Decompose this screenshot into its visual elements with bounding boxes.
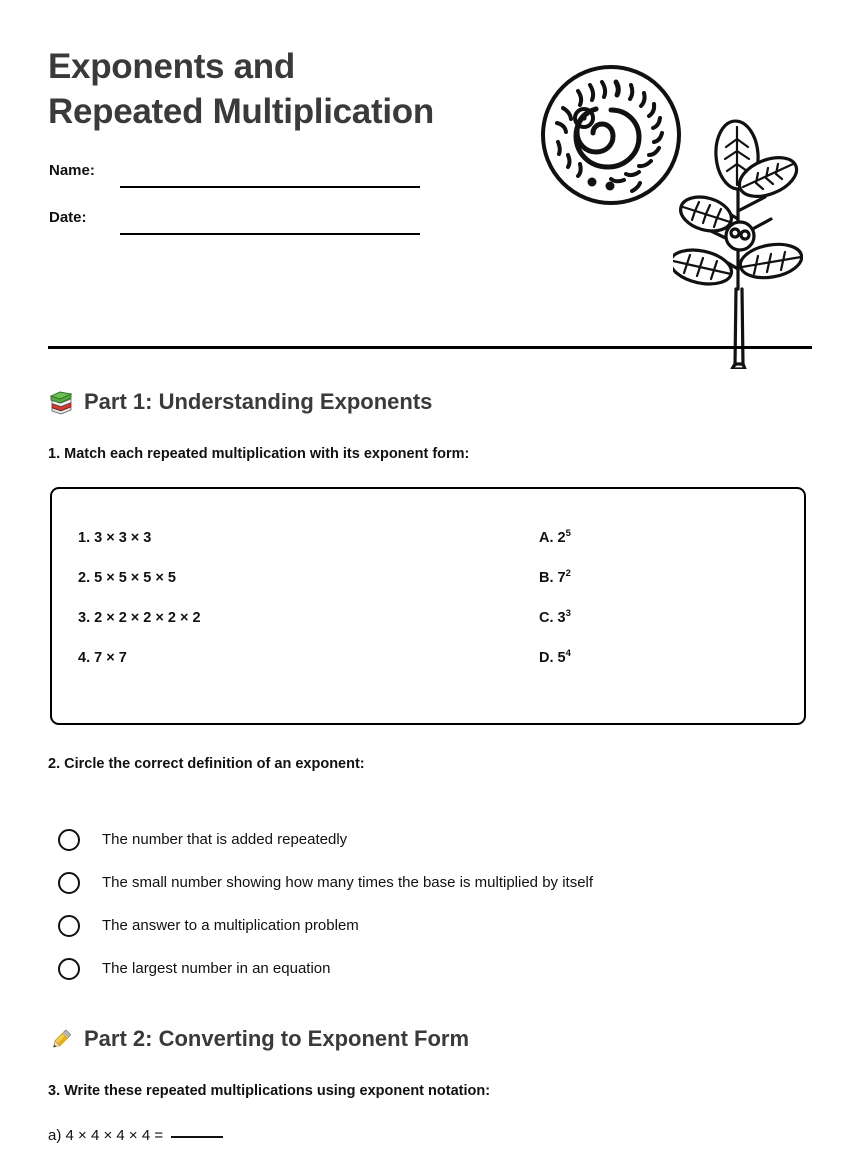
match-left-item-3[interactable]: 3. 2 × 2 × 2 × 2 × 2 xyxy=(78,610,201,626)
choice-label-3: The answer to a multiplication problem xyxy=(102,917,359,934)
question-2-prompt: 2. Circle the correct definition of an exponent: xyxy=(48,756,365,772)
choice-label-4: The largest number in an equation xyxy=(102,960,331,977)
matching-right-column xyxy=(539,527,571,687)
match-right-item-b[interactable] xyxy=(539,567,571,607)
match-right-exponent-b: 2 xyxy=(565,568,571,580)
page-title-line-1: Exponents and xyxy=(48,47,295,86)
spiral-fossil-icon xyxy=(536,60,686,210)
circle-icon[interactable] xyxy=(58,915,80,937)
match-right-item-c[interactable] xyxy=(539,607,571,647)
choice-label-2: The small number showing how many times the base is multiplied by itself xyxy=(102,874,594,891)
match-right-label-d: D. 5 xyxy=(539,650,566,666)
worksheet-header xyxy=(48,44,812,334)
match-right-item-d[interactable] xyxy=(539,647,571,687)
question-1-prompt: 1. Match each repeated multiplication with its exponent form: xyxy=(48,446,470,462)
circle-icon[interactable] xyxy=(58,958,80,980)
part-2-heading xyxy=(48,1026,469,1052)
choice-option-3[interactable] xyxy=(58,904,758,947)
page-title-line-2: Repeated Multiplication xyxy=(48,92,434,131)
choice-option-4[interactable] xyxy=(58,947,758,990)
circle-icon[interactable] xyxy=(58,829,80,851)
part-2-item-a-prompt: a) 4 × 4 × 4 × 4 = xyxy=(48,1127,168,1144)
matching-left-column xyxy=(78,527,201,687)
match-right-label-c: C. 3 xyxy=(539,610,566,626)
pencil-icon xyxy=(48,1026,74,1052)
part-1-heading xyxy=(48,389,432,415)
match-right-label-a: A. 2 xyxy=(539,530,566,546)
circle-icon[interactable] xyxy=(58,872,80,894)
definition-choice-list xyxy=(58,818,758,990)
match-left-item-1[interactable]: 1. 3 × 3 × 3 xyxy=(78,530,152,546)
match-right-exponent-a: 5 xyxy=(565,528,571,540)
choice-option-1[interactable] xyxy=(58,818,758,861)
match-right-label-b: B. 7 xyxy=(539,570,566,586)
match-right-exponent-d: 4 xyxy=(565,648,571,660)
match-right-exponent-c: 3 xyxy=(565,608,571,620)
name-label: Name: xyxy=(49,162,95,179)
part-1-title: Part 1: Understanding Exponents xyxy=(84,389,433,414)
matching-exercise-box xyxy=(50,487,806,725)
name-input-line[interactable] xyxy=(120,186,420,188)
date-input-line[interactable] xyxy=(120,233,420,235)
books-icon xyxy=(48,389,74,415)
plant-illustration-icon xyxy=(673,119,803,369)
match-right-item-a[interactable] xyxy=(539,527,571,567)
match-left-item-2[interactable]: 2. 5 × 5 × 5 × 5 xyxy=(78,570,176,586)
match-left-item-4[interactable]: 4. 7 × 7 xyxy=(78,650,127,666)
header-divider xyxy=(48,346,812,349)
question-3-prompt: 3. Write these repeated multiplications using exponent notation: xyxy=(48,1083,491,1099)
page-title xyxy=(48,44,528,134)
date-label: Date: xyxy=(49,209,87,226)
choice-option-2[interactable] xyxy=(58,861,758,904)
choice-label-1: The number that is added repeatedly xyxy=(102,831,348,848)
part-2-item-a xyxy=(48,1125,223,1144)
part-2-item-a-blank[interactable] xyxy=(171,1125,223,1138)
part-2-title: Part 2: Converting to Exponent Form xyxy=(84,1026,470,1051)
